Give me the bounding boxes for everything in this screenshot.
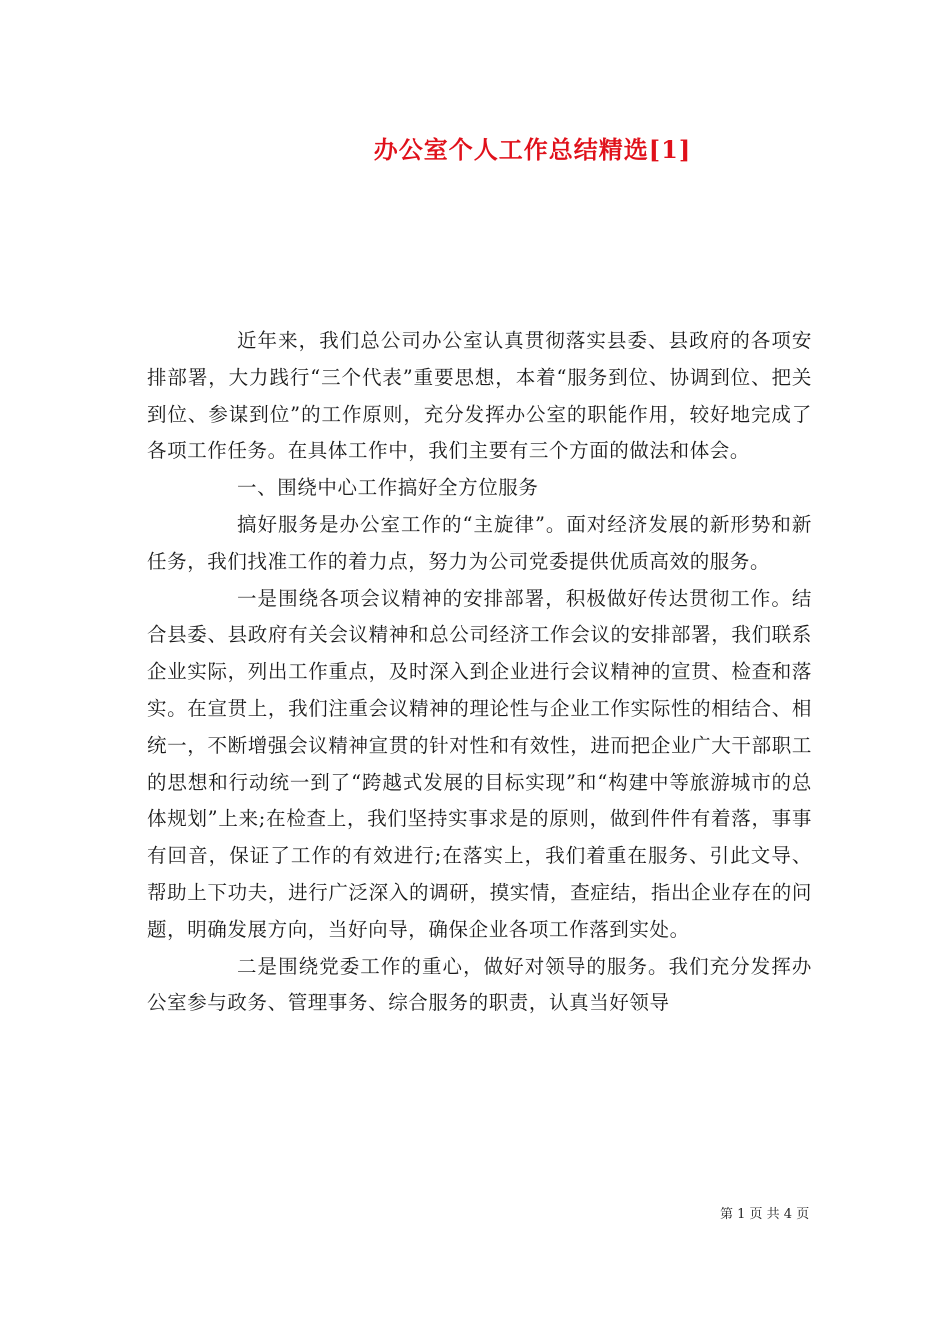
page-footer: 第 1 页 共 4 页 xyxy=(720,1207,810,1222)
paragraph-intro: 近年来，我们总公司办公室认真贯彻落实县委、县政府的各项安排部署，大力践行“三个代表”重要思想，本着“服务到位、协调到位、把关到位、参谋到位”的工作原则，充分发挥办公室的职能作用，较好地完成了各项工作任务。在具体工作中，我们主要有三个方面的做法和体会。 xyxy=(147,329,812,463)
paragraph-point-1: 一是围绕各项会议精神的安排部署，积极做好传达贯彻工作。结合县委、县政府有关会议精神和总公司经济工作会议的安排部署，我们联系企业实际，列出工作重点，及时深入到企业进行会议精神的宣贯、检查和落实。在宣贯上，我们注重会议精神的理论性与企业工作实际性的相结合、相统一，不断增强会议精神宣贯的针对性和有效性，进而把企业广大干部职工的思想和行动统一到了“跨越式发展的目标实现”和“构建中等旅游城市的总体规划”上来;在检查上，我们坚持实事求是的原则，做到件件有着落，事事有回音，保证了工作的有效进行;在落实上，我们着重在服务、引此文导、帮助上下功夫，进行广泛深入的调研，摸实情，查症结，指出企业存在的问题，明确发展方向，当好向导，确保企业各项工作落到实处。 xyxy=(147,586,812,941)
document-title: 办公室个人工作总结精选[1] xyxy=(373,135,692,164)
section-heading-1: 一、围绕中心工作搞好全方位服务 xyxy=(237,476,539,500)
document-body xyxy=(147,323,812,1022)
paragraph-service: 搞好服务是办公室工作的“主旋律”。面对经济发展的新形势和新任务，我们找准工作的着力点，努力为公司党委提供优质高效的服务。 xyxy=(147,512,812,573)
paragraph-point-2: 二是围绕党委工作的重心，做好对领导的服务。我们充分发挥办公室参与政务、管理事务、综合服务的职责，认真当好领导 xyxy=(147,954,812,1015)
